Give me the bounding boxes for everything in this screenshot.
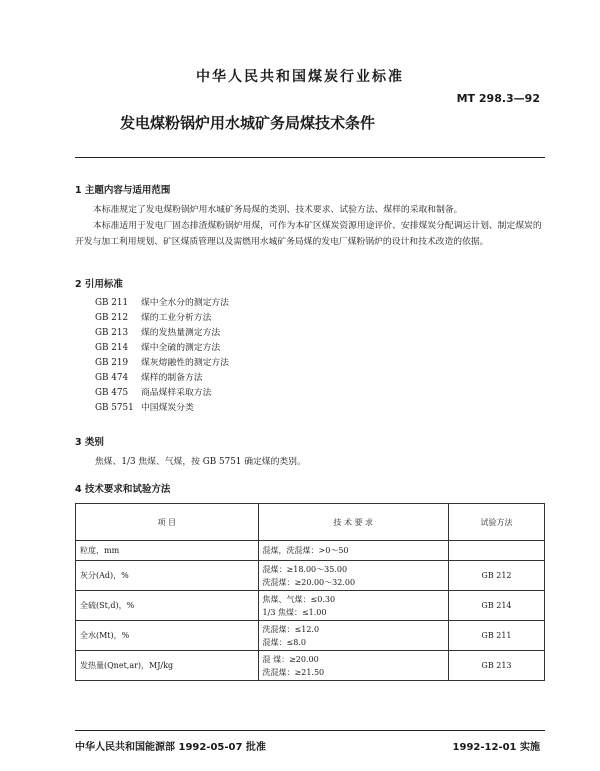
section-4-heading: 4 技术要求和试验方法 — [75, 484, 171, 495]
standard-code: MT 298.3—92 — [456, 92, 540, 105]
header-method: 试验方法 — [448, 504, 544, 541]
bottom-divider — [75, 730, 545, 731]
section-2-heading: 2 引用标准 — [75, 279, 123, 290]
cell-requirement: 焦煤、气煤：≤0.30 1/3 焦煤：≤1.00 — [258, 591, 448, 621]
cell-method — [448, 541, 544, 561]
section-1-heading: 1 主题内容与适用范围 — [75, 185, 171, 196]
table-header-row — [76, 504, 545, 541]
table-row — [76, 621, 545, 651]
cell-method: GB 213 — [448, 651, 544, 681]
cell-item: 灰分(Ad)，% — [76, 561, 259, 591]
cell-method: GB 214 — [448, 591, 544, 621]
reference-item: GB 212 煤的工业分析方法 — [95, 313, 212, 323]
section-3-paragraph: 焦煤、1/3 焦煤、气煤，按 GB 5751 确定煤的类别。 — [95, 457, 306, 467]
cell-requirement: 洗混煤：≤12.0 混煤：≤8.0 — [258, 621, 448, 651]
cell-item: 粒度，mm — [76, 541, 259, 561]
header-requirement: 技 术 要 求 — [258, 504, 448, 541]
reference-item: GB 475 商品煤样采取方法 — [95, 388, 212, 398]
standard-category: 中华人民共和国煤炭行业标准 — [196, 69, 404, 85]
cell-requirement: 混煤，洗混煤：>0～50 — [258, 541, 448, 561]
table-row — [76, 591, 545, 621]
reference-item: GB 211 煤中全水分的测定方法 — [95, 298, 229, 308]
table-row — [76, 561, 545, 591]
cell-item: 全硫(St,d)，% — [76, 591, 259, 621]
cell-item: 发热量(Qnet,ar)，MJ/kg — [76, 651, 259, 681]
section-3-heading: 3 类别 — [75, 437, 104, 448]
table-row — [76, 651, 545, 681]
header-item: 项 目 — [76, 504, 259, 541]
cell-method: GB 211 — [448, 621, 544, 651]
reference-item: GB 213 煤的发热量测定方法 — [95, 328, 221, 338]
cell-item: 全水(Mt)，% — [76, 621, 259, 651]
cell-method: GB 212 — [448, 561, 544, 591]
section-1-paragraph-1: 本标准规定了发电煤粉锅炉用水城矿务局煤的类别、技术要求、试验方法、煤样的采取和制备。 — [93, 205, 463, 215]
table-row — [76, 541, 545, 561]
effective-date: 1992-12-01 实施 — [452, 742, 540, 753]
reference-item: GB 214 煤中全硫的测定方法 — [95, 343, 221, 353]
top-divider — [75, 157, 545, 158]
reference-item: GB 474 煤样的制备方法 — [95, 373, 203, 383]
cell-requirement: 混煤：≥18.00～35.00 洗混煤：≥20.00～32.00 — [258, 561, 448, 591]
reference-list — [95, 296, 229, 416]
reference-item: GB 219 煤灰熔融性的测定方法 — [95, 358, 229, 368]
document-title: 发电煤粉锅炉用水城矿务局煤技术条件 — [120, 114, 376, 132]
section-1-paragraph-2: 本标准适用于发电厂固态排渣煤粉锅炉用煤，可作为本矿区煤炭资源用途评价、安排煤炭分配调运计划、制定煤炭的开发与加工利用规划、矿区煤质管理以及需燃用水城矿务局煤的发电厂煤粉锅炉的设计和技术改造的依据。 — [75, 221, 542, 247]
reference-item: GB 5751 中国煤炭分类 — [95, 403, 194, 413]
cell-requirement: 混 煤：≥20.00 洗混煤：≥21.50 — [258, 651, 448, 681]
requirements-table — [75, 503, 545, 681]
approval-note: 中华人民共和国能源部 1992-05-07 批准 — [75, 742, 266, 753]
